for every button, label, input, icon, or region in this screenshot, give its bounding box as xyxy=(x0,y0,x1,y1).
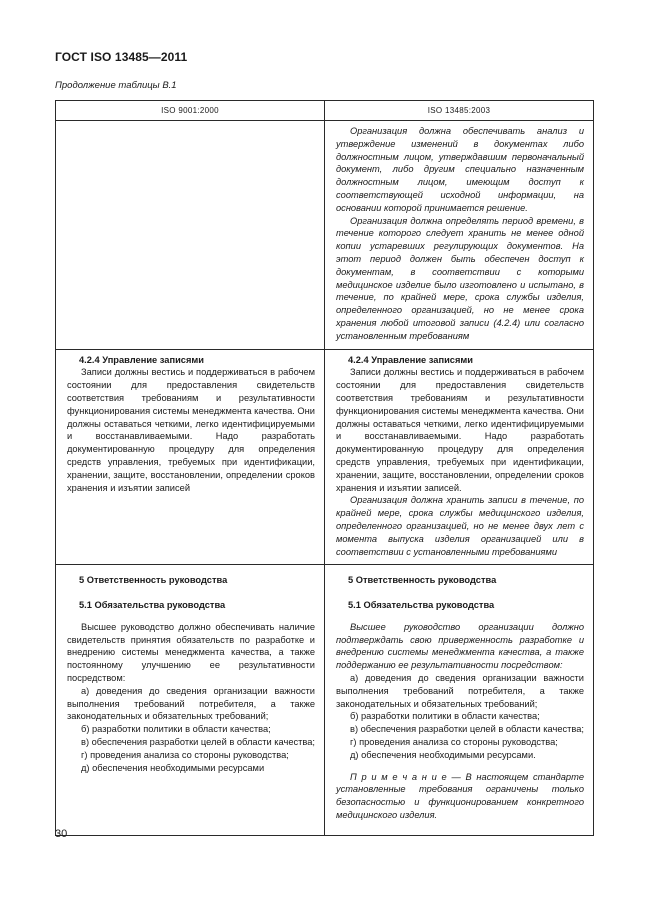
note: П р и м е ч а н и е — В настоящем стандарте установленные требования ограничены только безопасностью и функционированием конкретного медицинского изделия. xyxy=(336,771,584,821)
list-item: в) обеспечения разработки целей в области качества; xyxy=(81,737,315,748)
page-number: 30 xyxy=(55,828,68,840)
list-item: г) проведения анализа со стороны руководства; xyxy=(81,749,289,760)
section-heading: 4.2.4 Управление записями xyxy=(348,354,473,365)
column-header-iso9001: ISO 9001:2000 xyxy=(56,101,325,121)
paragraph: Организация должна обеспечивать анализ и утверждение изменений в документах либо должностным лицом, утверждавшим первоначальный документ, либо другим специально назначенным должностным лицом, имеющим доступ к соответствующей исходной информации, на основании которой принимается решение. xyxy=(336,126,584,213)
cell-content xyxy=(325,350,593,565)
document-title: ГОСТ ISO 13485—2011 xyxy=(55,50,188,64)
paragraph: Организация должна определять период времени, в течение которого следует хранить не менее одной копии устаревших регулирующих документов. На этот период должен быть обеспечен доступ к документам, в соответствии с которыми медицинское изделие было изготовлено и испытано, в течение, по крайней мере, срока службы изделия, определенного организацией, но не менее срока хранения любой итоговой записи (4.2.4) или согласно установленным требованиям xyxy=(336,215,584,341)
cell-content xyxy=(325,565,593,828)
paragraph: Записи должны вестись и поддерживаться в рабочем состоянии для предоставления свидетельств соответствия требованиям и результативности функционирования системы менеджмента качества. Они должны оставаться четкими, легко идентифицируемыми и восстанавливаемыми. Надо разработать документированную процедуру для определения средств управления, требуемых при идентификации, хранении, защите, восстановлении, определении сроков хранения и изъятии записей xyxy=(67,367,315,493)
list-item: б) разработки политики в области качества; xyxy=(81,724,271,735)
paragraph: Записи должны вестись и поддерживаться в рабочем состоянии для предоставления свидетельств соответствия требованиям и результативности функционирования системы менеджмента качества. Они должны оставаться четкими, легко идентифицируемыми и восстанавливаемыми. Надо разработать документированную процедуру для определения средств управления, требуемых при идентификации, хранении, защите, восстановлении, определении сроков хранения и изъятии записей. xyxy=(336,367,584,493)
table-caption: Продолжение таблицы В.1 xyxy=(55,80,177,91)
list-item: б) разработки политики в области качества; xyxy=(350,711,540,722)
section-heading: 5 Ответственность руководства xyxy=(348,575,497,586)
list-item: а) доведения до сведения организации важности выполнения требований потребителя, а также законодательных и обязательных требований; xyxy=(67,685,315,722)
paragraph: Высшее руководство должно обеспечивать наличие свидетельств принятия обязательств по разработке и внедрению системы менеджмента качества, а также постоянному улучшению ее результативности посредством: xyxy=(67,621,315,684)
table-row xyxy=(56,349,594,565)
cell-content xyxy=(56,565,324,780)
table-cell-left xyxy=(56,121,325,350)
section-heading: 5.1 Обязательства руководства xyxy=(79,600,226,611)
paragraph: Высшее руководство организации должно подтверждать свою приверженность разработке и внедрению системы менеджмента качества, а также поддержанию ее результативности посредством: xyxy=(336,621,584,671)
list-item: д) обеспечения необходимыми ресурсами xyxy=(81,762,265,773)
cell-content xyxy=(325,121,593,349)
section-heading: 4.2.4 Управление записями xyxy=(79,354,204,365)
list-item: а) доведения до сведения организации важности выполнения требований потребителя, а также законодательных и обязательных требований; xyxy=(336,673,584,709)
list-item: д) обеспечения необходимыми ресурсами. xyxy=(350,749,536,760)
list-item: г) проведения анализа со стороны руководства; xyxy=(350,737,558,748)
table-row xyxy=(56,121,594,350)
table-header-row xyxy=(56,101,594,121)
comparison-table xyxy=(55,100,594,836)
section-heading: 5 Ответственность руководства xyxy=(79,575,228,586)
table-cell-left xyxy=(56,349,325,565)
section-heading: 5.1 Обязательства руководства xyxy=(348,600,495,611)
list-item: в) обеспечения разработки целей в области качества; xyxy=(350,724,584,735)
column-header-iso13485: ISO 13485:2003 xyxy=(325,101,594,121)
table-row xyxy=(56,565,594,836)
cell-content xyxy=(56,350,324,501)
paragraph: Организация должна хранить записи в течение, по крайней мере, срока службы медицинского изделия, определенного организацией, но не менее двух лет с момента выпуска изделия организацией или в соответствии с установленными требованиями xyxy=(336,495,584,557)
table-cell-right xyxy=(325,349,594,565)
table-cell-right xyxy=(325,565,594,836)
table-cell-right xyxy=(325,121,594,350)
table-cell-left xyxy=(56,565,325,836)
